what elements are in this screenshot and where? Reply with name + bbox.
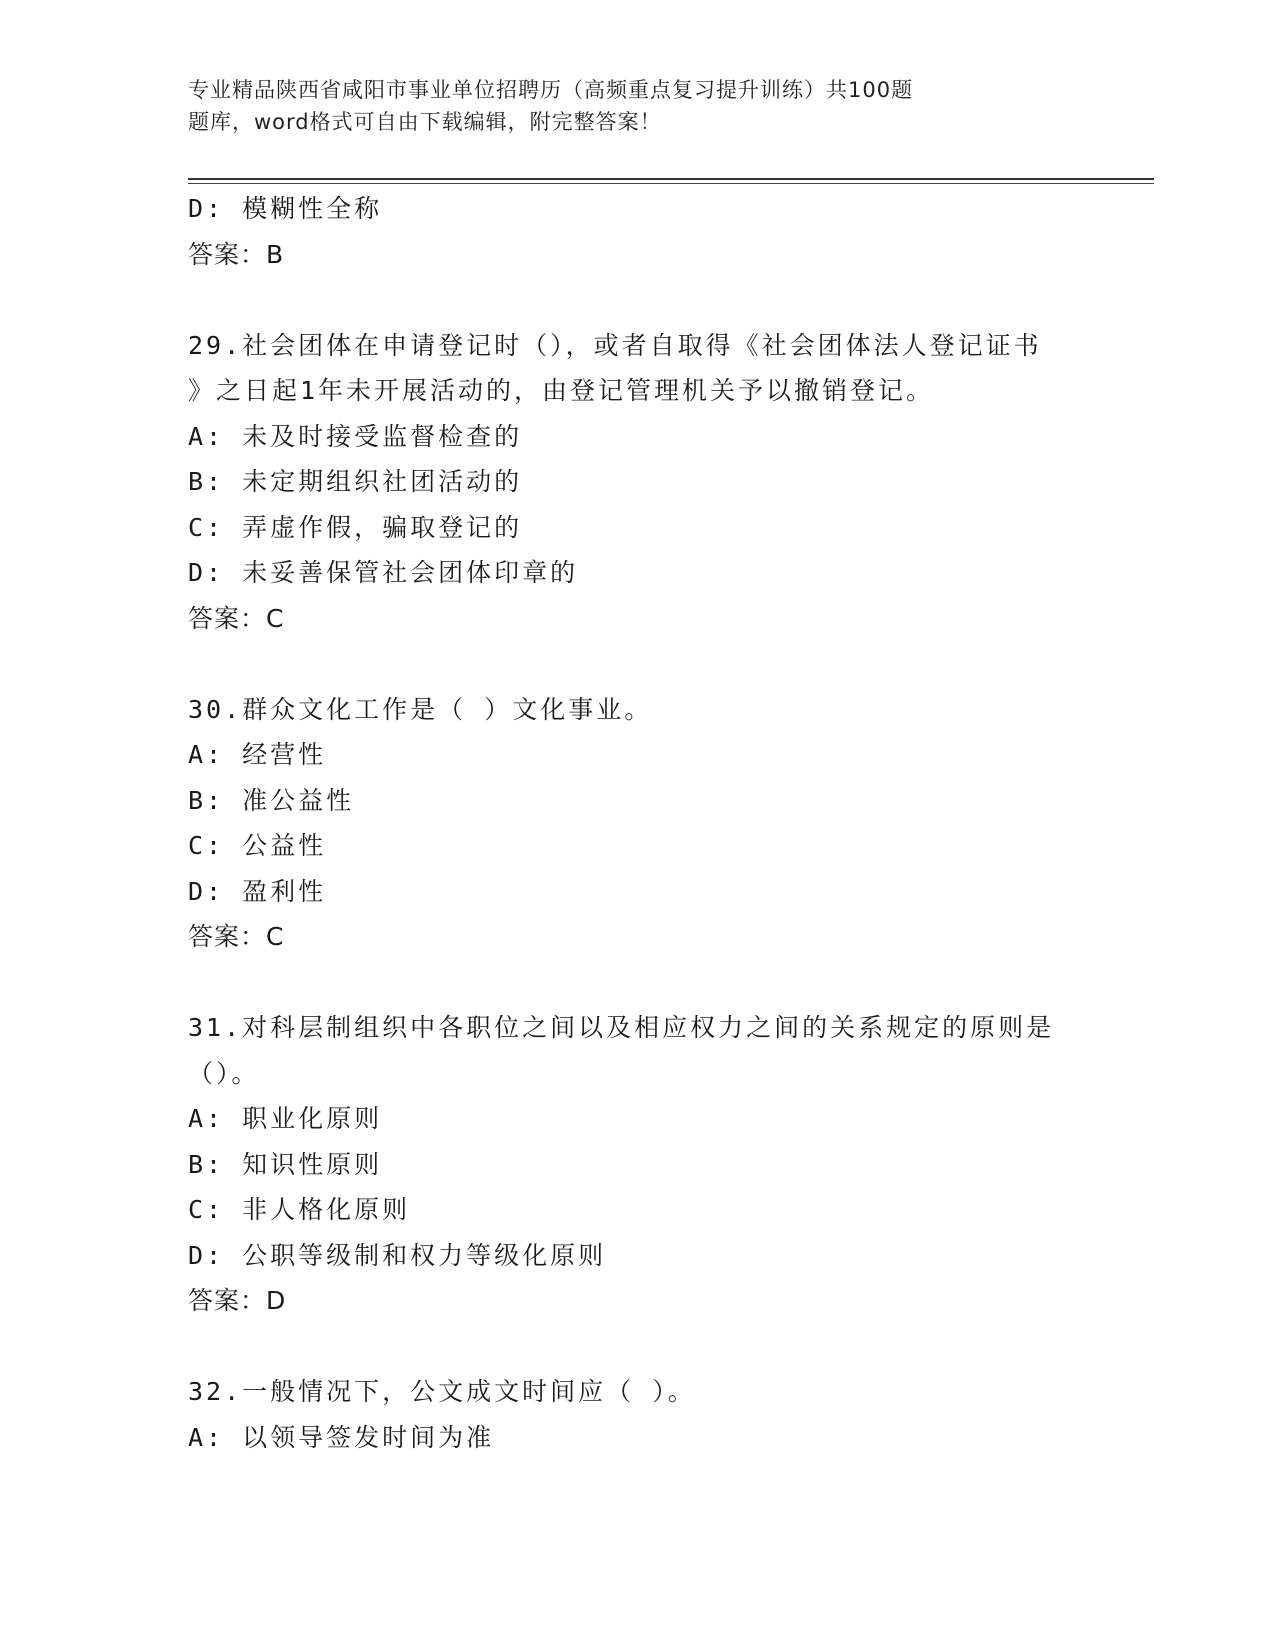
question-29-option-c: C: 弄虚作假，骗取登记的 [188,512,523,542]
question-29-option-b: B: 未定期组织社团活动的 [188,467,523,496]
document-body [188,186,1088,1460]
question-32-stem-line1: 32.一般情况下，公文成文时间应（ ）。 [188,1377,696,1406]
question-30 [188,687,1088,960]
question-31-stem-line1: 31.对科层制组织中各职位之间以及相应权力之间的关系规定的原则是 [188,1013,1055,1042]
question-29-stem-line1: 29.社会团体在申请登记时（），或者自取得《社会团体法人登记证书 [188,330,1042,360]
spacer [188,960,1088,1006]
prev-option-d: D: 模糊性全称 [188,194,383,223]
header-title-line1: 专业精品陕西省咸阳市事业单位招聘历（高频重点复习提升训练）共100题 [188,78,914,102]
question-30-option-d: D: 盈利性 [188,876,327,906]
spacer [188,277,1088,323]
question-31-option-b: B: 知识性原则 [188,1149,383,1179]
question-32 [188,1369,1088,1460]
spacer [188,1324,1088,1370]
question-29-option-a: A: 未及时接受监督检查的 [188,421,523,451]
question-30-option-a: A: 经营性 [188,740,327,769]
question-30-stem-line1: 30.群众文化工作是（ ）文化事业。 [188,694,653,724]
document-header [188,74,1028,138]
spacer [188,641,1088,687]
question-31 [188,1005,1088,1324]
question-30-option-b: B: 准公益性 [188,785,355,815]
question-31-answer: 答案：D [188,1286,287,1315]
question-29 [188,323,1088,642]
question-30-option-c: C: 公益性 [188,831,327,860]
question-31-option-a: A: 职业化原则 [188,1104,383,1133]
question-29-option-d: D: 未妥善保管社会团体印章的 [188,558,579,587]
prev-answer: 答案：B [188,239,285,269]
question-32-option-a: A: 以领导签发时间为准 [188,1422,495,1452]
header-divider-thin [188,183,1154,184]
question-31-option-d: D: 公职等级制和权力等级化原则 [188,1240,607,1270]
header-title-line2: 题库，word格式可自由下载编辑，附完整答案！ [188,110,662,134]
question-29-answer: 答案：C [188,603,285,633]
question-31-stem-line2: （）。 [188,1058,260,1088]
question-29-stem-line2: 》之日起1年未开展活动的，由登记管理机关予以撤销登记。 [188,376,935,405]
header-divider-thick [188,178,1154,180]
question-31-option-c: C: 非人格化原则 [188,1195,411,1224]
question-30-answer: 答案：C [188,922,285,951]
